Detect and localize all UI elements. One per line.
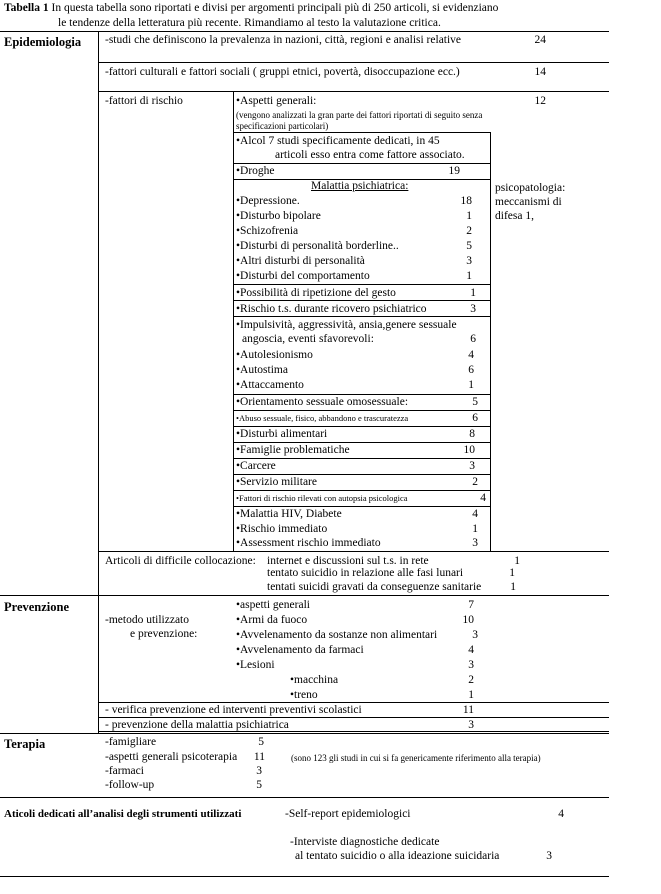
rule-vertical-inner-right bbox=[490, 132, 491, 551]
rule-ter-bottom bbox=[0, 797, 609, 798]
rule-ep-2 bbox=[98, 91, 609, 92]
group3-item-count: 4 bbox=[472, 508, 478, 520]
section-title-strumenti: Aticoli dedicati all’analisi degli strumenti utilizzati bbox=[4, 808, 242, 820]
prevenzione-item-label: •Avvelenamento da sostanze non alimentari bbox=[236, 629, 438, 641]
caption-line1: In questa tabella sono riportati e divisi per argomenti principali più di 250 articoli, si evidenziano bbox=[51, 2, 499, 14]
rule-sub-6 bbox=[233, 426, 490, 427]
psicopatologia-line1: psicopatologia: bbox=[495, 182, 566, 194]
section-title-terapia: Terapia bbox=[4, 737, 46, 751]
caption-label: Tabella 1 bbox=[4, 2, 49, 14]
rule-vertical-inner bbox=[233, 92, 234, 551]
malattia-item-count: 1 bbox=[466, 270, 472, 282]
terapia-item-label: -aspetti generali psicoterapia bbox=[105, 751, 238, 763]
prevenzione-item-count: 2 bbox=[468, 674, 474, 686]
difficile-label: Articoli di difficile collocazione: bbox=[105, 555, 256, 567]
boxed-item-count: 3 bbox=[469, 460, 475, 472]
prevenzione-malattia-label: - prevenzione della malattia psichiatrica bbox=[105, 719, 289, 731]
terapia-item-label: -famigliare bbox=[105, 736, 157, 748]
rule-sub-5 bbox=[233, 410, 490, 411]
ricovero-count: 3 bbox=[470, 303, 476, 315]
prevenzione-item-label: •treno bbox=[290, 689, 318, 701]
prevenzione-item-label: •aspetti generali bbox=[236, 599, 310, 611]
malattia-item-count: 2 bbox=[466, 225, 472, 237]
terapia-note: (sono 123 gli studi in cui si fa genericamente riferimento alla terapia) bbox=[291, 753, 541, 763]
difficile-item-count: 1 bbox=[509, 567, 515, 579]
malattia-item-label: •Disturbi di personalità borderline.. bbox=[236, 240, 399, 252]
rule-sub-alcol-bottom bbox=[233, 163, 490, 164]
row-fattori-culturali: -fattori culturali e fattori sociali ( gruppi etnici, povertà, disoccupazione ecc.) bbox=[105, 66, 460, 78]
caption-line2: le tendenze della letteratura più recente. Rimandiamo al testo la valutazione critica. bbox=[58, 17, 441, 29]
prevenzione-malattia-count: 3 bbox=[468, 719, 474, 731]
boxed-item-count: 6 bbox=[472, 412, 478, 424]
rule-top bbox=[0, 31, 609, 32]
prevenzione-item-count: 3 bbox=[468, 659, 474, 671]
boxed-item-count: 8 bbox=[469, 428, 475, 440]
boxed-item-label: •Famiglie problematiche bbox=[236, 444, 350, 456]
prevenzione-item-label: •Lesioni bbox=[236, 659, 275, 671]
rule-ter-top bbox=[0, 733, 609, 734]
difficile-item-label: tentato suicidio in relazione alle fasi lunari bbox=[267, 567, 464, 579]
terapia-item-count: 11 bbox=[253, 751, 265, 763]
malattia-item-count: 1 bbox=[466, 210, 472, 222]
prevenzione-item-count: 10 bbox=[462, 614, 474, 626]
malattia-item-count: 3 bbox=[466, 255, 472, 267]
interviste-line1: -Interviste diagnostiche dedicate bbox=[290, 836, 440, 848]
group2-item-label: •Attaccamento bbox=[236, 379, 304, 391]
group3-item-count: 1 bbox=[472, 523, 478, 535]
aspetti-generali-note1: (vengono analizzati la gran parte dei fattori riportati di seguito senza bbox=[236, 110, 483, 120]
boxed-item-count: 10 bbox=[463, 444, 475, 456]
impulsivita-line2: angoscia, eventi sfavorevoli: bbox=[242, 333, 374, 345]
metodo-line2: e prevenzione: bbox=[130, 628, 198, 640]
malattia-item-label: •Schizofrenia bbox=[236, 225, 299, 237]
metodo-line1: -metodo utilizzato bbox=[105, 614, 189, 626]
rule-sub-11 bbox=[233, 506, 490, 507]
group2-item-count: 1 bbox=[468, 379, 474, 391]
rule-sub-1 bbox=[233, 284, 490, 285]
boxed-item-label: •Disturbi alimentari bbox=[236, 428, 328, 440]
rule-sub-alcol-top bbox=[233, 132, 490, 133]
row-fattori-rischio: -fattori di rischio bbox=[105, 95, 183, 107]
group3-item-count: 3 bbox=[472, 537, 478, 549]
rule-sub-10 bbox=[233, 490, 490, 491]
difficile-item-label: internet e discussioni sul t.s. in rete bbox=[267, 555, 429, 567]
terapia-item-label: -farmaci bbox=[105, 765, 144, 777]
aspetti-generali-note2: specificazioni particolari) bbox=[236, 121, 329, 131]
boxed-item-label: •Servizio militare bbox=[236, 476, 317, 488]
group3-item-label: •Assessment rischio immediato bbox=[236, 537, 381, 549]
boxed-item-count: 4 bbox=[480, 492, 486, 504]
boxed-item-count: 2 bbox=[472, 476, 478, 488]
boxed-item-label: •Fattori di rischio rilevati con autopsia psicologica bbox=[236, 493, 408, 503]
prevenzione-item-label: •Armi da fuoco bbox=[236, 614, 308, 626]
rule-ep-3 bbox=[98, 551, 609, 552]
aspetti-generali: •Aspetti generali: bbox=[236, 95, 317, 107]
psicopatologia-line3: difesa 1, bbox=[495, 210, 534, 222]
rule-vertical-main bbox=[98, 31, 99, 733]
boxed-item-label: •Orientamento sessuale omosessuale: bbox=[236, 396, 409, 408]
prevenzione-item-count: 4 bbox=[468, 644, 474, 656]
boxed-item-count: 5 bbox=[472, 396, 478, 408]
rule-ep-1 bbox=[98, 62, 609, 63]
prevenzione-item-count: 7 bbox=[468, 599, 474, 611]
ripetizione-count: 1 bbox=[470, 287, 476, 299]
group2-item-count: 6 bbox=[468, 364, 474, 376]
terapia-item-label: -follow-up bbox=[105, 779, 155, 791]
section-title-prevenzione: Prevenzione bbox=[4, 600, 70, 614]
prevenzione-item-count: 3 bbox=[472, 629, 478, 641]
psicopatologia-line2: meccanismi di bbox=[495, 196, 562, 208]
count-aspetti-generali: 12 bbox=[534, 95, 546, 107]
prevenzione-item-label: •macchina bbox=[290, 674, 339, 686]
difficile-item-count: 1 bbox=[510, 581, 516, 593]
terapia-item-count: 3 bbox=[256, 765, 262, 777]
malattia-item-count: 18 bbox=[460, 195, 472, 207]
rule-bottom bbox=[0, 876, 609, 877]
prevenzione-item-count: 1 bbox=[468, 689, 474, 701]
malattia-item-count: 5 bbox=[466, 240, 472, 252]
impulsivita-count: 6 bbox=[470, 333, 476, 345]
impulsivita-line1: •Impulsività, aggressività, ansia,genere sessuale bbox=[236, 319, 457, 331]
boxed-item-label: •Abuso sessuale, fisico, abbandono e trascuratezza bbox=[236, 413, 409, 423]
alcol-line2: articoli esso entra come fattore associato. bbox=[275, 149, 465, 161]
terapia-item-count: 5 bbox=[256, 779, 262, 791]
boxed-item-label: •Carcere bbox=[236, 460, 276, 472]
droghe-count: 19 bbox=[448, 165, 460, 177]
difficile-item-count: 1 bbox=[514, 555, 520, 567]
verifica-label: - verifica prevenzione ed interventi preventivi scolastici bbox=[105, 704, 362, 716]
difficile-item-label: tentati suicidi gravati da conseguenze sanitarie bbox=[267, 581, 482, 593]
malattia-item-label: •Altri disturbi di personalità bbox=[236, 255, 365, 267]
ricovero-label: •Rischio t.s. durante ricovero psichiatrico bbox=[236, 303, 427, 315]
interviste-line2: al tentato suicidio o alla ideazione suicidaria bbox=[295, 850, 500, 862]
self-report-label: -Self-report epidemiologici bbox=[285, 808, 411, 820]
malattia-item-label: •Disturbo bipolare bbox=[236, 210, 321, 222]
terapia-item-count: 5 bbox=[258, 736, 264, 748]
rule-prev-top bbox=[0, 595, 609, 596]
rule-sub-7 bbox=[233, 442, 490, 443]
alcol-line1: •Alcol 7 studi specificamente dedicati, in 45 bbox=[236, 135, 440, 147]
rule-sub-8 bbox=[233, 458, 490, 459]
group2-item-label: •Autolesionismo bbox=[236, 349, 313, 361]
count-prevalenza: 24 bbox=[534, 34, 546, 46]
group3-item-label: •Malattia HIV, Diabete bbox=[236, 508, 342, 520]
self-report-count: 4 bbox=[558, 808, 564, 820]
prevenzione-item-label: •Avvelenamento da farmaci bbox=[236, 644, 364, 656]
verifica-count: 11 bbox=[462, 704, 474, 716]
rule-prev-1 bbox=[98, 702, 609, 703]
section-title-epidemiologia: Epidemiologia bbox=[4, 35, 82, 49]
malattia-psichiatrica-title: Malattia psichiatrica: bbox=[311, 180, 409, 192]
droghe-label: •Droghe bbox=[236, 165, 275, 177]
rule-sub-9 bbox=[233, 474, 490, 475]
group2-item-label: •Autostima bbox=[236, 364, 288, 376]
row-prevalenza: -studi che definiscono la prevalenza in nazioni, città, regioni e analisi relative bbox=[105, 34, 462, 46]
group2-item-count: 4 bbox=[468, 349, 474, 361]
malattia-item-label: •Disturbi del comportamento bbox=[236, 270, 370, 282]
group3-item-label: •Rischio immediato bbox=[236, 523, 328, 535]
rule-sub-4 bbox=[233, 394, 490, 395]
interviste-count: 3 bbox=[546, 850, 552, 862]
count-fattori-culturali: 14 bbox=[534, 66, 546, 78]
malattia-item-label: •Depressione. bbox=[236, 195, 300, 207]
caption bbox=[4, 2, 498, 15]
ripetizione-label: •Possibilità di ripetizione del gesto bbox=[236, 287, 396, 299]
